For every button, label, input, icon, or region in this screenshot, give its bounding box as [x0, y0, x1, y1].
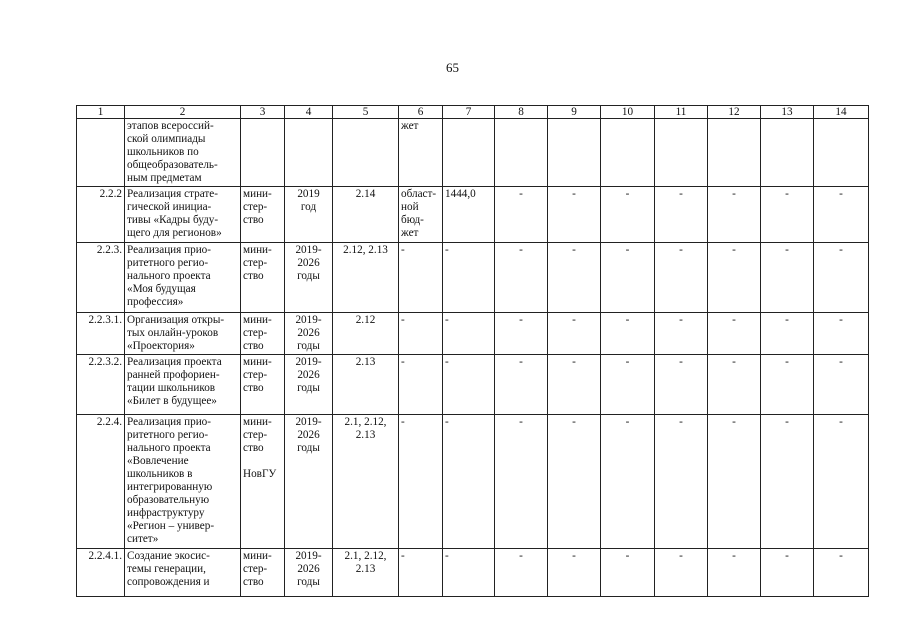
column-header: 5	[333, 106, 399, 119]
amount-cell	[443, 119, 495, 187]
column-header: 11	[655, 106, 708, 119]
column-header: 2	[125, 106, 241, 119]
year-amount-cell: -	[495, 415, 548, 549]
executor-cell: мини- стер- ство НовГУ	[241, 415, 285, 549]
column-header: 13	[761, 106, 814, 119]
year-amount-cell	[601, 119, 655, 187]
year-amount-cell: -	[495, 355, 548, 415]
column-header: 12	[708, 106, 761, 119]
period-cell: 2019- 2026 годы	[285, 355, 333, 415]
target-indicator-cell: 2.12, 2.13	[333, 243, 399, 313]
year-amount-cell: -	[548, 187, 601, 243]
year-amount-cell: -	[655, 313, 708, 355]
year-amount-cell: -	[814, 355, 869, 415]
year-amount-cell: -	[655, 549, 708, 597]
column-header: 4	[285, 106, 333, 119]
item-number-cell	[77, 119, 125, 187]
year-amount-cell	[708, 119, 761, 187]
target-indicator-cell: 2.1, 2.12, 2.13	[333, 415, 399, 549]
table-row	[77, 549, 869, 597]
year-amount-cell: -	[601, 313, 655, 355]
table-row	[77, 187, 869, 243]
year-amount-cell: -	[761, 415, 814, 549]
year-amount-cell: -	[601, 243, 655, 313]
year-amount-cell: -	[548, 313, 601, 355]
year-amount-cell	[548, 119, 601, 187]
funding-source-cell: -	[399, 243, 443, 313]
year-amount-cell: -	[601, 187, 655, 243]
year-amount-cell: -	[601, 549, 655, 597]
amount-cell: -	[443, 355, 495, 415]
amount-cell: -	[443, 313, 495, 355]
period-cell: 2019- 2026 годы	[285, 243, 333, 313]
executor-cell: мини- стер- ство	[241, 355, 285, 415]
year-amount-cell: -	[814, 243, 869, 313]
period-cell: 2019- 2026 годы	[285, 313, 333, 355]
year-amount-cell	[495, 119, 548, 187]
funding-source-cell: -	[399, 355, 443, 415]
funding-source-cell: област- ной бюд- жет	[399, 187, 443, 243]
year-amount-cell: -	[495, 549, 548, 597]
executor-cell: мини- стер- ство	[241, 187, 285, 243]
executor-cell: мини- стер- ство	[241, 549, 285, 597]
column-header: 10	[601, 106, 655, 119]
year-amount-cell: -	[761, 313, 814, 355]
year-amount-cell	[655, 119, 708, 187]
column-header: 1	[77, 106, 125, 119]
year-amount-cell: -	[548, 415, 601, 549]
year-amount-cell: -	[495, 313, 548, 355]
target-indicator-cell	[333, 119, 399, 187]
year-amount-cell: -	[814, 313, 869, 355]
period-cell: 2019 год	[285, 187, 333, 243]
amount-cell: -	[443, 549, 495, 597]
item-name-cell: Организация откры- тых онлайн-уроков «Проектория»	[125, 313, 241, 355]
executor-cell: мини- стер- ство	[241, 243, 285, 313]
target-indicator-cell: 2.13	[333, 355, 399, 415]
column-header: 7	[443, 106, 495, 119]
year-amount-cell: -	[814, 549, 869, 597]
item-number-cell: 2.2.4.	[77, 415, 125, 549]
year-amount-cell: -	[601, 355, 655, 415]
item-number-cell: 2.2.4.1.	[77, 549, 125, 597]
year-amount-cell: -	[708, 415, 761, 549]
column-header: 3	[241, 106, 285, 119]
column-header: 9	[548, 106, 601, 119]
item-name-cell: Создание экосис- темы генерации, сопровождения и	[125, 549, 241, 597]
year-amount-cell: -	[761, 187, 814, 243]
item-name-cell: Реализация страте- гической инициа- тивы «Кадры буду- щего для регионов»	[125, 187, 241, 243]
program-table	[76, 105, 869, 597]
year-amount-cell: -	[761, 243, 814, 313]
item-name-cell: Реализация прио- ритетного регио- нального проекта «Моя будущая профессия»	[125, 243, 241, 313]
table-row	[77, 119, 869, 187]
header-row	[77, 106, 869, 119]
column-header: 6	[399, 106, 443, 119]
amount-cell: -	[443, 415, 495, 549]
year-amount-cell: -	[548, 355, 601, 415]
column-header: 14	[814, 106, 869, 119]
year-amount-cell: -	[814, 415, 869, 549]
funding-source-cell: -	[399, 313, 443, 355]
year-amount-cell: -	[495, 187, 548, 243]
year-amount-cell: -	[814, 187, 869, 243]
funding-source-cell: -	[399, 549, 443, 597]
item-number-cell: 2.2.2	[77, 187, 125, 243]
year-amount-cell: -	[761, 549, 814, 597]
target-indicator-cell: 2.14	[333, 187, 399, 243]
target-indicator-cell: 2.1, 2.12, 2.13	[333, 549, 399, 597]
executor-cell	[241, 119, 285, 187]
year-amount-cell: -	[655, 187, 708, 243]
item-number-cell: 2.2.3.2.	[77, 355, 125, 415]
amount-cell: -	[443, 243, 495, 313]
item-name-cell: Реализация прио- ритетного регио- нального проекта «Вовлечение школьников в интегрированную образовательную инфраструктуру «Регион – универ- ситет»	[125, 415, 241, 549]
target-indicator-cell: 2.12	[333, 313, 399, 355]
year-amount-cell: -	[601, 415, 655, 549]
table-row	[77, 355, 869, 415]
year-amount-cell	[761, 119, 814, 187]
year-amount-cell: -	[708, 243, 761, 313]
year-amount-cell: -	[708, 313, 761, 355]
year-amount-cell: -	[655, 415, 708, 549]
executor-cell: мини- стер- ство	[241, 313, 285, 355]
item-name-cell: Реализация проекта ранней профориен- тации школьников «Билет в будущее»	[125, 355, 241, 415]
year-amount-cell	[814, 119, 869, 187]
table-row	[77, 415, 869, 549]
year-amount-cell: -	[655, 355, 708, 415]
item-number-cell: 2.2.3.1.	[77, 313, 125, 355]
year-amount-cell: -	[708, 549, 761, 597]
period-cell	[285, 119, 333, 187]
year-amount-cell: -	[761, 355, 814, 415]
page-number: 65	[446, 60, 459, 75]
year-amount-cell: -	[708, 355, 761, 415]
table-row	[77, 243, 869, 313]
funding-source-cell: -	[399, 415, 443, 549]
year-amount-cell: -	[548, 549, 601, 597]
year-amount-cell: -	[708, 187, 761, 243]
item-name-cell: этапов всероссий- ской олимпиады школьников по общеобразователь- ным предметам	[125, 119, 241, 187]
period-cell: 2019- 2026 годы	[285, 415, 333, 549]
table-row	[77, 313, 869, 355]
item-number-cell: 2.2.3.	[77, 243, 125, 313]
period-cell: 2019- 2026 годы	[285, 549, 333, 597]
column-header: 8	[495, 106, 548, 119]
funding-source-cell: жет	[399, 119, 443, 187]
amount-cell: 1444,0	[443, 187, 495, 243]
year-amount-cell: -	[655, 243, 708, 313]
year-amount-cell: -	[548, 243, 601, 313]
year-amount-cell: -	[495, 243, 548, 313]
